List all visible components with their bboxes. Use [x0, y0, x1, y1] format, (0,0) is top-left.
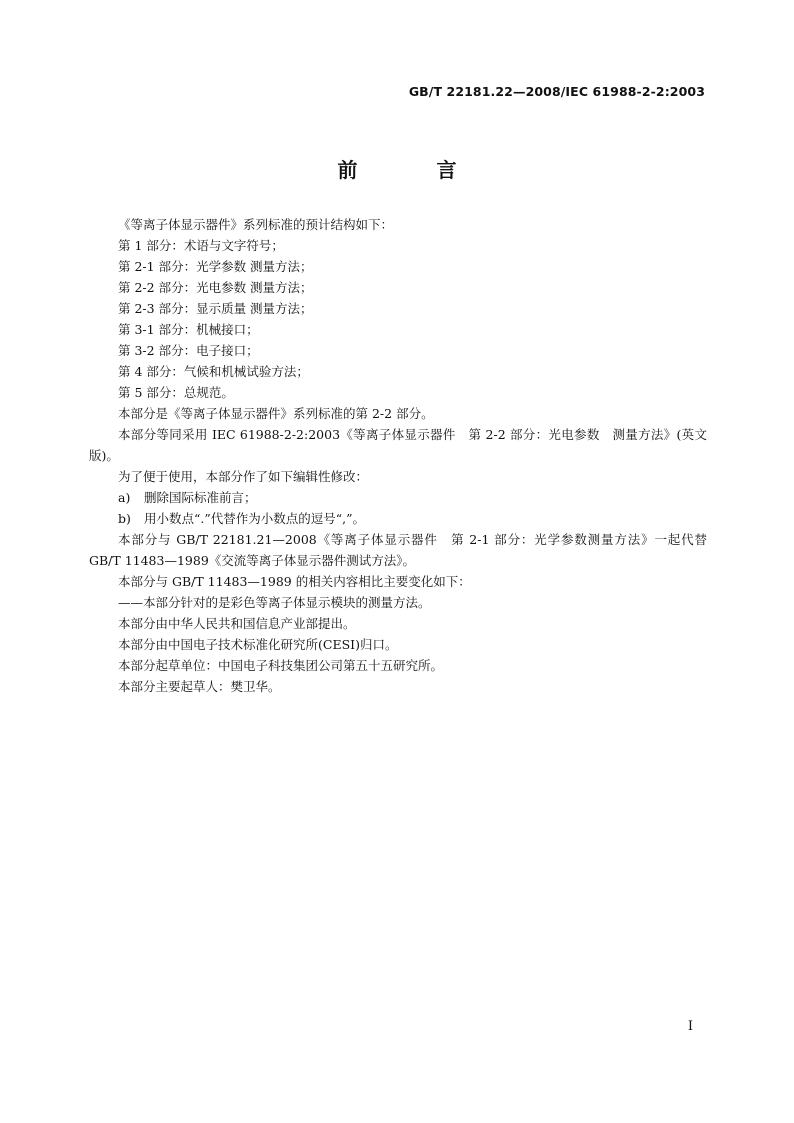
list-marker: a) — [118, 490, 131, 505]
paragraph-editorial-changes: 为了便于使用，本部分作了如下编辑性修改： — [118, 469, 369, 484]
list-item-text: 用小数点“.”代替作为小数点的逗号“,”。 — [144, 511, 366, 526]
paragraph-this-part: 本部分是《等离子体显示器件》系列标准的第 2-2 部分。 — [118, 406, 434, 421]
page-number: I — [687, 1019, 693, 1034]
paragraph-part-3-1: 第 3-1 部分：机械接口； — [118, 322, 259, 337]
paragraph-centralized: 本部分由中国电子技术标准化研究所(CESI)归口。 — [118, 637, 398, 652]
paragraph-part-5: 第 5 部分：总规范。 — [118, 385, 234, 400]
paragraph-adoption: 本部分等同采用 IEC 61988-2-2:2003《等离子体显示器件 第 2-2 部分：光电参数 测量方法》(英文版)。 — [89, 427, 707, 463]
paragraph-part-4: 第 4 部分：气候和机械试验方法； — [118, 364, 309, 379]
paragraph-part-2-1: 第 2-1 部分：光学参数 测量方法； — [118, 259, 313, 274]
list-item-text: 删除国际标准前言； — [144, 490, 257, 505]
list-item-edit-b — [89, 508, 707, 529]
list-marker: b) — [118, 511, 131, 526]
paragraph-part-3-2: 第 3-2 部分：电子接口； — [118, 343, 259, 358]
paragraph-part-2-3: 第 2-3 部分：显示质量 测量方法； — [118, 301, 313, 316]
paragraph-series-structure: 《等离子体显示器件》系列标准的预计结构如下： — [118, 217, 394, 232]
page-title: 前 言 — [337, 158, 493, 182]
paragraph-drafting-unit: 本部分起草单位：中国电子科技集团公司第五十五研究所。 — [118, 658, 444, 673]
paragraph-change-item: ——本部分针对的是彩色等离子体显示模块的测量方法。 — [118, 595, 431, 610]
list-item-edit-a — [89, 487, 707, 508]
paragraph-part-2-2: 第 2-2 部分：光电参数 测量方法； — [118, 280, 313, 295]
foreword-content — [89, 214, 707, 697]
standard-code: GB/T 22181.22—2008/IEC 61988-2-2:2003 — [408, 84, 705, 99]
paragraph-proposer: 本部分由中华人民共和国信息产业部提出。 — [118, 616, 356, 631]
paragraph-main-changes: 本部分与 GB/T 11483—1989 的相关内容相比主要变化如下： — [118, 574, 471, 589]
paragraph-drafter: 本部分主要起草人：樊卫华。 — [118, 679, 281, 694]
paragraph-replacement: 本部分与 GB/T 22181.21—2008《等离子体显示器件 第 2-1 部分：光学参数测量方法》一起代替 GB/T 11483—1989《交流等离子体显示器件测试方法》。 — [89, 532, 707, 568]
paragraph-part-1: 第 1 部分：术语与文字符号； — [118, 238, 284, 253]
